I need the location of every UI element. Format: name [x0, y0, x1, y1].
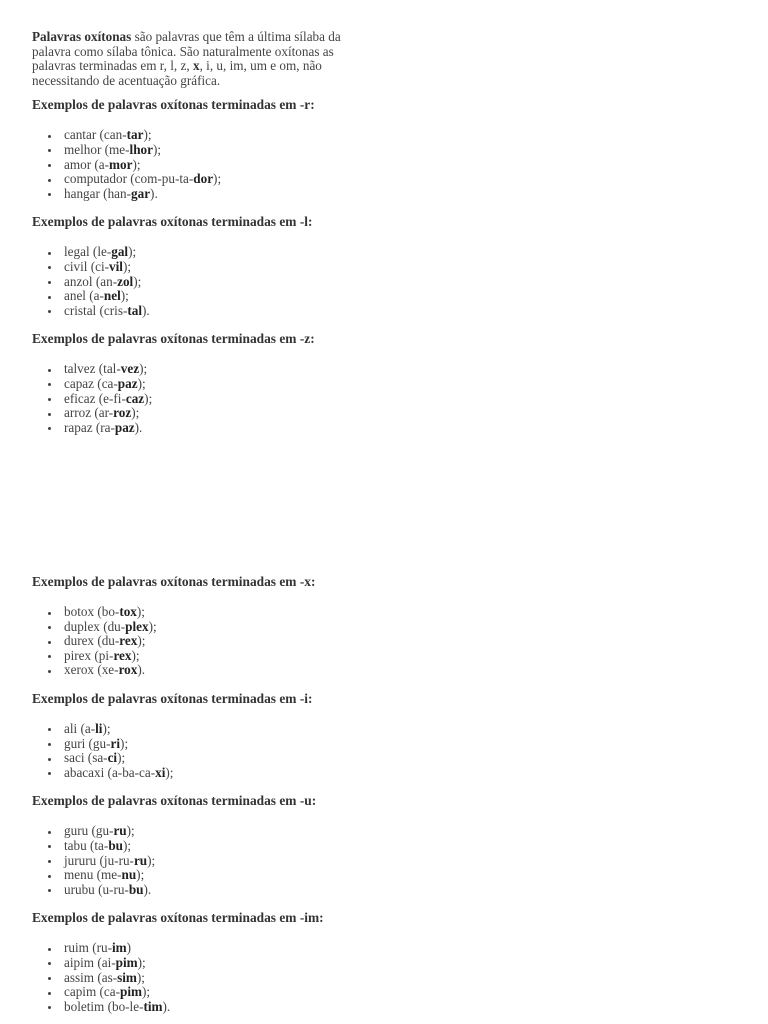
list-item: eficaz (e-fi-caz); — [32, 392, 392, 407]
intro-text: necessitando de acentuação gráfica. — [32, 72, 221, 88]
section-r — [32, 97, 392, 201]
list-item: anel (a-nel); — [32, 289, 392, 304]
list-item: guri (gu-ri); — [32, 737, 392, 752]
list-item: cantar (can-tar); — [32, 128, 392, 143]
document-lower — [32, 574, 392, 1014]
word-list — [32, 722, 392, 780]
list-item: ruim (ru-im) — [32, 941, 392, 956]
list-item: rapaz (ra-paz). — [32, 421, 392, 436]
intro-term: Palavras oxítonas — [32, 29, 132, 44]
list-item: capaz (ca-paz); — [32, 377, 392, 392]
section-heading: Exemplos de palavras oxítonas terminadas em -z: — [32, 331, 315, 347]
intro-text: , i, u, im, um e om, não — [199, 58, 322, 74]
section-z — [32, 331, 392, 435]
word-list — [32, 605, 392, 678]
intro-text: palavras terminadas em r, l, z, — [32, 58, 193, 74]
list-item: civil (ci-vil); — [32, 260, 392, 275]
section-heading: Exemplos de palavras oxítonas terminadas em -r: — [32, 97, 315, 113]
list-item: capim (ca-pim); — [32, 985, 392, 1000]
section-heading: Exemplos de palavras oxítonas terminadas em -u: — [32, 793, 317, 809]
list-item: arroz (ar-roz); — [32, 406, 392, 421]
list-item: legal (le-gal); — [32, 245, 392, 260]
word-list — [32, 128, 392, 201]
section-heading: Exemplos de palavras oxítonas terminadas em -i: — [32, 690, 313, 706]
intro-text: são palavras que têm a última sílaba da — [131, 29, 341, 44]
word-list — [32, 941, 392, 1014]
section-x — [32, 574, 392, 678]
section-heading: Exemplos de palavras oxítonas terminadas em -l: — [32, 214, 313, 230]
section-u — [32, 793, 392, 897]
list-item: melhor (me-lhor); — [32, 143, 392, 158]
document-upper — [32, 30, 392, 435]
list-item: saci (sa-ci); — [32, 751, 392, 766]
list-item: cristal (cris-tal). — [32, 304, 392, 319]
list-item: duplex (du-plex); — [32, 620, 392, 635]
list-item: guru (gu-ru); — [32, 824, 392, 839]
list-item: xerox (xe-rox). — [32, 663, 392, 678]
list-item: jururu (ju-ru-ru); — [32, 854, 392, 869]
word-list — [32, 824, 392, 897]
list-item: abacaxi (a-ba-ca-xi); — [32, 766, 392, 781]
section-im — [32, 910, 392, 1014]
word-list — [32, 245, 392, 318]
list-item: aipim (ai-pim); — [32, 956, 392, 971]
section-l — [32, 214, 392, 318]
word-list — [32, 362, 392, 435]
section-heading: Exemplos de palavras oxítonas terminadas em -x: — [32, 574, 316, 589]
list-item: computador (com-pu-ta-dor); — [32, 172, 392, 187]
list-item: amor (a-mor); — [32, 158, 392, 173]
section-heading: Exemplos de palavras oxítonas terminadas em -im: — [32, 910, 324, 926]
list-item: boletim (bo-le-tim). — [32, 1000, 392, 1015]
list-item: pirex (pi-rex); — [32, 649, 392, 664]
list-item: hangar (han-gar). — [32, 187, 392, 202]
list-item: durex (du-rex); — [32, 634, 392, 649]
list-item: tabu (ta-bu); — [32, 839, 392, 854]
list-item: botox (bo-tox); — [32, 605, 392, 620]
list-item: talvez (tal-vez); — [32, 362, 392, 377]
list-item: assim (as-sim); — [32, 971, 392, 986]
list-item: menu (me-nu); — [32, 868, 392, 883]
intro-text: palavra como sílaba tônica. São naturalmente oxítonas as — [32, 43, 334, 59]
list-item: anzol (an-zol); — [32, 275, 392, 290]
intro-x: x — [192, 58, 200, 74]
intro-paragraph — [32, 30, 392, 88]
list-item: urubu (u-ru-bu). — [32, 883, 392, 898]
list-item: ali (a-li); — [32, 722, 392, 737]
section-i — [32, 691, 392, 780]
